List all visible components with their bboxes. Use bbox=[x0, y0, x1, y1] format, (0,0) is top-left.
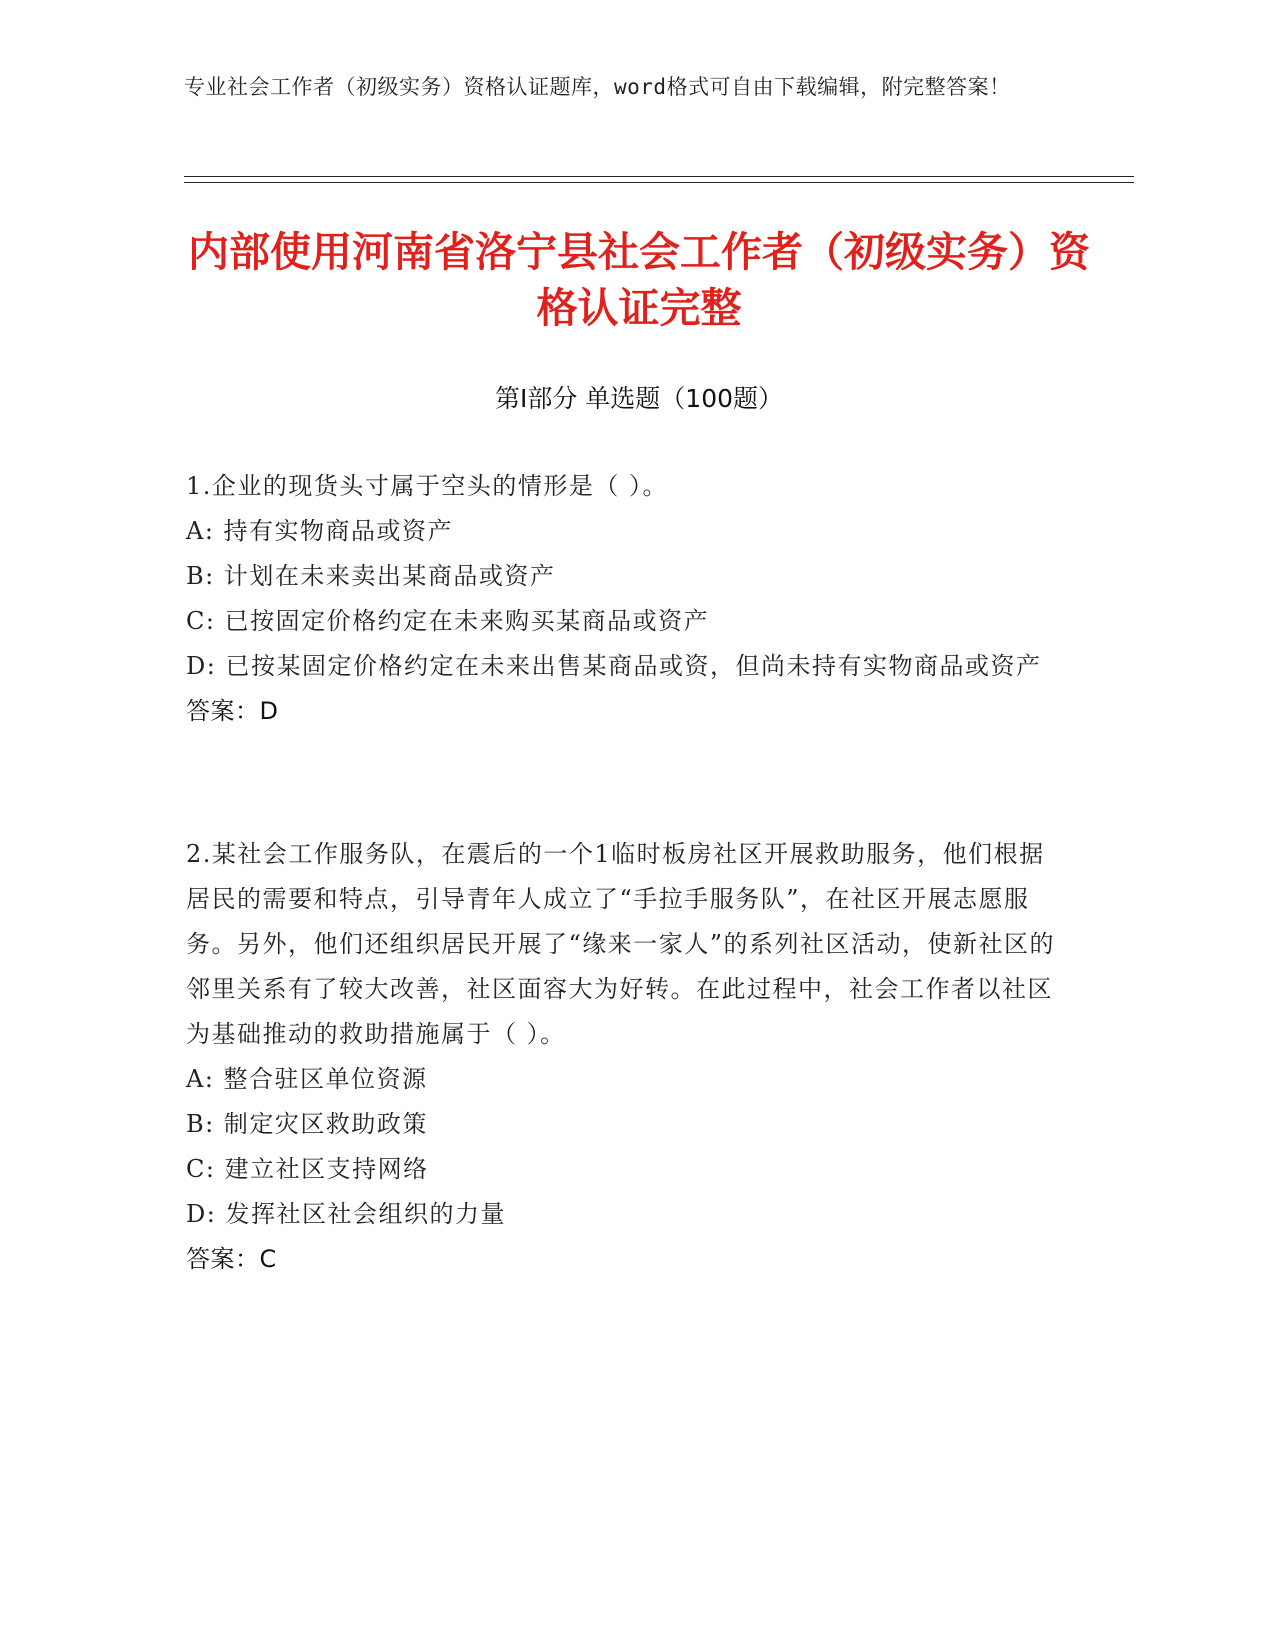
question-stem: 2.某社会工作服务队，在震后的一个1临时板房社区开展救助服务，他们根据居民的需要和特点，引导青年人成立了“手拉手服务队”，在社区开展志愿服务。另外，他们还组织居民开展了“缘来一家人”的系列社区活动，使新社区的邻里关系有了较大改善，社区面容大为好转。在此过程中，社会工作者以社区为基础推动的救助措施属于（ ）。 bbox=[186, 840, 1056, 1048]
question-stem: 1.企业的现货头寸属于空头的情形是（ ）。 bbox=[186, 472, 669, 500]
option-c: C: 已按固定价格约定在未来购买某商品或资产 bbox=[186, 607, 710, 635]
option-c: C: 建立社区支持网络 bbox=[186, 1155, 429, 1183]
header-divider-top bbox=[184, 176, 1134, 177]
answer-label: 答案：D bbox=[186, 697, 279, 725]
section-heading: 第Ⅰ部分 单选题（100题） bbox=[494, 384, 784, 413]
header-divider-bottom bbox=[184, 182, 1134, 183]
option-d: D: 已按某固定价格约定在未来出售某商品或资，但尚未持有实物商品或资产 bbox=[186, 652, 1042, 680]
header-note: 专业社会工作者（初级实务）资格认证题库，word格式可自由下载编辑，附完整答案！ bbox=[184, 75, 1011, 99]
option-b: B: 制定灾区救助政策 bbox=[186, 1110, 428, 1138]
question-block bbox=[186, 464, 1066, 734]
option-a: A: 整合驻区单位资源 bbox=[186, 1065, 428, 1093]
question-block bbox=[186, 832, 1066, 1282]
option-d: D: 发挥社区社会组织的力量 bbox=[186, 1200, 506, 1228]
answer-label: 答案：C bbox=[186, 1245, 277, 1273]
option-b: B: 计划在未来卖出某商品或资产 bbox=[186, 562, 556, 590]
document-title: 内部使用河南省洛宁县社会工作者（初级实务）资格认证完整 bbox=[188, 228, 1090, 332]
option-a: A: 持有实物商品或资产 bbox=[186, 517, 454, 545]
